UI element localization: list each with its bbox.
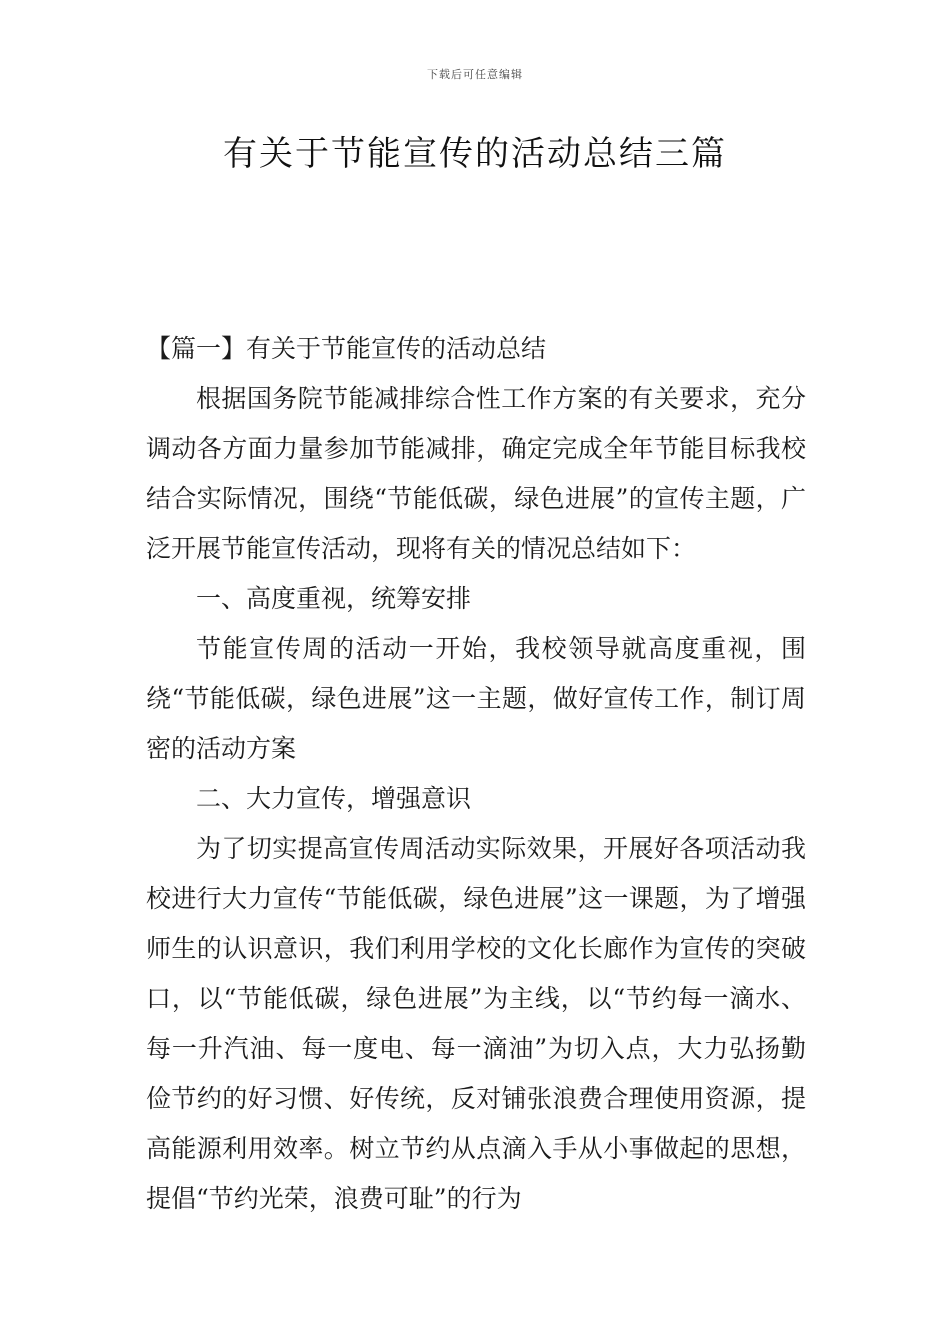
document-title: 有关于节能宣传的活动总结三篇 <box>223 134 727 174</box>
subheading-2: 二、大力宣传，增强意识 <box>196 784 472 813</box>
paragraph-2: 为了切实提高宣传周活动实际效果，开展好各项活动我校进行大力宣传“节能低碳，绿色进展”这一课题，为了增强师生的认识意识，我们利用学校的文化长廊作为宣传的突破口，以“节能低碳，绿色进展”为主线，以“节约每一滴水、每一升汽油、每一度电、每一滴油”为切入点，大力弘扬勤俭节约的好习惯、好传统，反对铺张浪费合理使用资源，提高能源利用效率。树立节约从点滴入手从小事做起的思想，提倡“节约光荣，浪费可耻”的行为 <box>146 834 806 1213</box>
paragraph-1: 节能宣传周的活动一开始，我校领导就高度重视，围绕“节能低碳，绿色进展”这一主题，做好宣传工作，制订周密的活动方案 <box>146 634 806 763</box>
document-body <box>146 324 806 1224</box>
section-heading: 【篇一】有关于节能宣传的活动总结 <box>146 334 547 363</box>
paragraph-intro: 根据国务院节能减排综合性工作方案的有关要求，充分调动各方面力量参加节能减排，确定完成全年节能目标我校结合实际情况，围绕“节能低碳，绿色进展”的宣传主题，广泛开展节能宣传活动，现将有关的情况总结如下： <box>146 384 806 563</box>
subheading-1: 一、高度重视，统筹安排 <box>196 584 472 613</box>
header-note: 下载后可任意编辑 <box>427 68 523 81</box>
